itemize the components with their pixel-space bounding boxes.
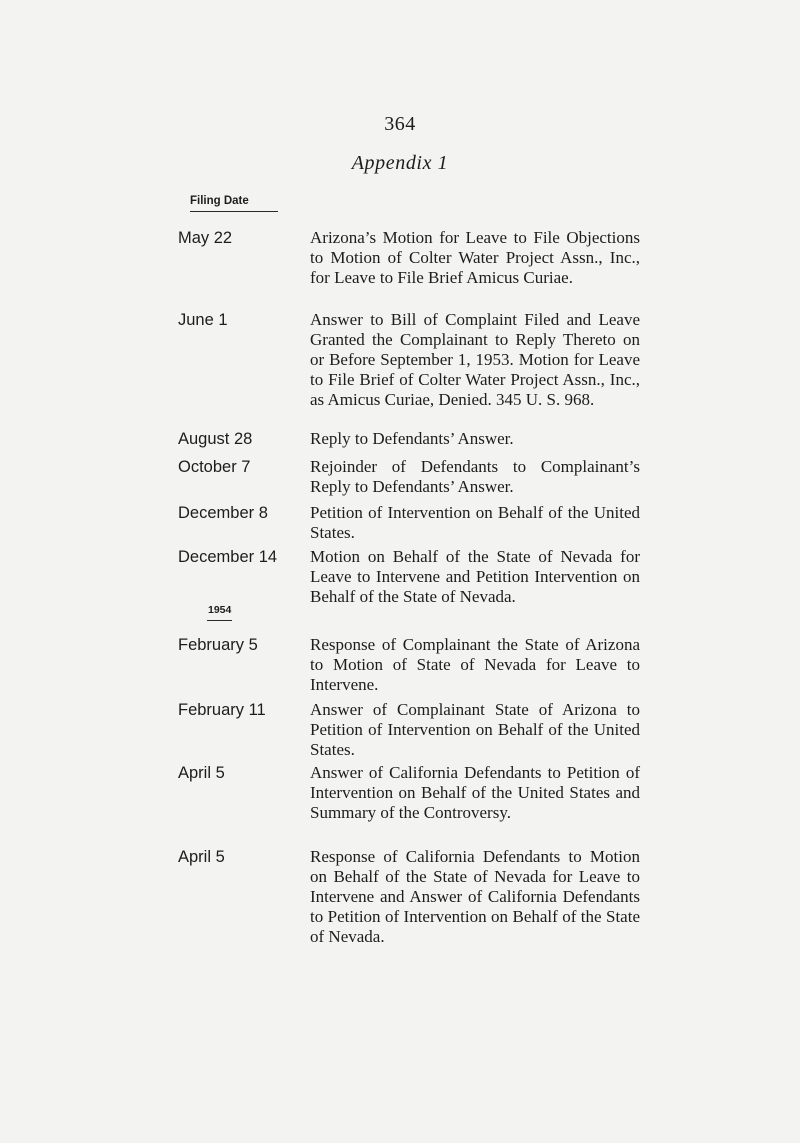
entry-date: April 5 (178, 764, 225, 782)
entry-description: Answer of California Defendants to Petition of Intervention on Behalf of the United States and Summary of the Controversy. (310, 763, 640, 822)
year-underline (207, 620, 232, 621)
entry-description: Motion on Behalf of the State of Nevada for Leave to Intervene and Petition Intervention on Behalf of the State of Nevada. (310, 547, 640, 606)
entry-description: Rejoinder of Defendants to Complainant’s Reply to Defendants’ Answer. (310, 457, 640, 496)
entry-date: June 1 (178, 311, 228, 329)
entry-date: February 11 (178, 701, 266, 719)
entry-date: August 28 (178, 430, 253, 448)
entry-description: Arizona’s Motion for Leave to File Objections to Motion of Colter Water Project Assn., Inc., for Leave to File Brief Amicus Curiae. (310, 228, 640, 287)
entry-date: April 5 (178, 848, 225, 866)
entry-description: Answer to Bill of Complaint Filed and Leave Granted the Complainant to Reply Thereto on or Before September 1, 1953. Motion for Leave to File Brief of Colter Water Project Assn., Inc., as Amicus Curiae, Denied. 345 U. S. 968. (310, 310, 640, 409)
entry-description: Response of Complainant the State of Arizona to Motion of State of Nevada for Leave to Intervene. (310, 635, 640, 694)
entry-date: December 8 (178, 504, 268, 522)
entry-description: Petition of Intervention on Behalf of the United States. (310, 503, 640, 542)
appendix-title: Appendix 1 (351, 152, 449, 174)
page-number: 364 (384, 113, 416, 135)
entry-date: February 5 (178, 636, 258, 654)
entry-date: October 7 (178, 458, 251, 476)
entry-description: Response of California Defendants to Motion on Behalf of the State of Nevada for Leave to Intervene and Answer of California Defendants to Petition of Intervention on Behalf of the State of Nevada. (310, 847, 640, 946)
year-label: 1954 (208, 604, 232, 616)
filing-date-header: Filing Date (190, 195, 249, 207)
entry-description: Reply to Defendants’ Answer. (310, 429, 514, 448)
entry-date: December 14 (178, 548, 278, 566)
header-underline (190, 211, 278, 212)
entry-date: May 22 (178, 229, 233, 247)
entry-description: Answer of Complainant State of Arizona to Petition of Intervention on Behalf of the United States. (310, 700, 640, 759)
